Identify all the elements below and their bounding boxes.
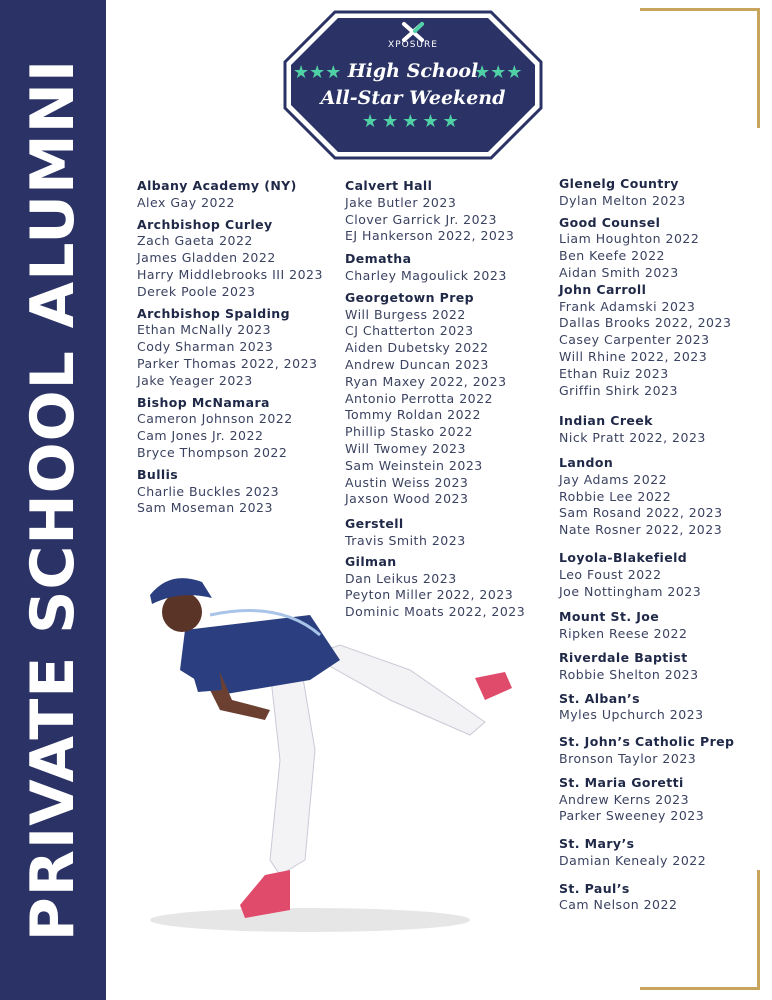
- school-name: Riverdale Baptist: [559, 649, 688, 665]
- player-entry: Liam Houghton 2022: [559, 231, 700, 247]
- player-entry: Dan Leikus 2023: [345, 570, 457, 586]
- player-entry: Sam Rosand 2022, 2023: [559, 505, 723, 521]
- player-entry: Robbie Shelton 2023: [559, 666, 699, 682]
- player-entry: Griffin Shirk 2023: [559, 382, 678, 398]
- player-entry: Will Rhine 2022, 2023: [559, 348, 708, 364]
- player-entry: Ryan Maxey 2022, 2023: [345, 373, 507, 389]
- school-name: Bishop McNamara: [137, 394, 270, 410]
- player-entry: EJ Hankerson 2022, 2023: [345, 228, 515, 244]
- player-entry: Ripken Reese 2022: [559, 626, 688, 642]
- gold-frame-bottom: [640, 987, 760, 990]
- school-name: Georgetown Prep: [345, 289, 475, 305]
- player-entry: Jake Butler 2023: [345, 194, 457, 210]
- school-name: Albany Academy (NY): [137, 178, 297, 193]
- school-name: Archbishop Curley: [137, 216, 273, 232]
- school-name: Dematha: [345, 251, 412, 267]
- player-entry: Tommy Roldan 2022: [345, 407, 481, 423]
- player-entry: Clover Garrick Jr. 2023: [345, 211, 497, 227]
- player-entry: Dominic Moats 2022, 2023: [345, 604, 526, 620]
- school-name: Calvert Hall: [345, 178, 433, 193]
- player-entry: Cam Nelson 2022: [559, 897, 678, 913]
- player-entry: CJ Chatterton 2023: [345, 323, 474, 339]
- school-name: Mount St. Joe: [559, 609, 660, 625]
- school-name: St. Mary’s: [559, 836, 635, 852]
- school-name: Bullis: [137, 466, 179, 482]
- player-entry: Charlie Buckles 2023: [137, 483, 280, 499]
- player-entry: Will Twomey 2023: [345, 440, 466, 456]
- gold-frame-right-top: [757, 8, 760, 128]
- player-entry: Austin Weiss 2023: [345, 474, 469, 490]
- badge-line-2: All-Star Weekend: [320, 87, 506, 109]
- player-entry: Robbie Lee 2022: [559, 488, 672, 504]
- player-entry: Dallas Brooks 2022, 2023: [559, 315, 732, 331]
- player-entry: Derek Poole 2023: [137, 283, 256, 299]
- stars-bottom-icon: ★★★★★: [362, 111, 463, 132]
- player-entry: Peyton Miller 2022, 2023: [345, 587, 514, 603]
- player-entry: Bryce Thompson 2022: [137, 444, 288, 460]
- player-entry: Andrew Duncan 2023: [345, 356, 489, 372]
- player-entry: Cameron Johnson 2022: [137, 411, 293, 427]
- player-entry: Alex Gay 2022: [137, 194, 235, 210]
- player-entry: Sam Weinstein 2023: [345, 457, 483, 473]
- player-entry: Parker Thomas 2022, 2023: [137, 355, 318, 371]
- player-entry: Aiden Dubetsky 2022: [345, 340, 489, 356]
- school-name: St. John’s Catholic Prep: [559, 734, 735, 750]
- player-entry: Harry Middlebrooks III 2023: [137, 266, 323, 282]
- school-name: Archbishop Spalding: [137, 305, 290, 321]
- player-entry: Phillip Stasko 2022: [345, 424, 473, 440]
- player-entry: Casey Carpenter 2023: [559, 332, 710, 348]
- player-entry: Sam Moseman 2023: [137, 500, 273, 516]
- player-entry: Charley Magoulick 2023: [345, 267, 507, 283]
- player-entry: Jaxson Wood 2023: [345, 491, 469, 507]
- player-entry: Jay Adams 2022: [559, 471, 668, 487]
- stars-left-icon: ★★★: [293, 62, 342, 83]
- player-entry: Damian Kenealy 2022: [559, 852, 707, 868]
- school-name: St. Maria Goretti: [559, 774, 684, 790]
- stars-right-icon: ★★★: [474, 62, 523, 83]
- player-entry: Jake Yeager 2023: [137, 372, 253, 388]
- player-entry: Joe Nottingham 2023: [559, 583, 702, 599]
- player-entry: Leo Foust 2022: [559, 566, 662, 582]
- player-entry: Cody Sharman 2023: [137, 339, 274, 355]
- school-name: St. Paul’s: [559, 880, 630, 896]
- school-name: Indian Creek: [559, 413, 653, 429]
- gold-frame-right-bottom: [757, 870, 760, 990]
- player-entry: Frank Adamski 2023: [559, 298, 696, 314]
- player-entry: Will Burgess 2022: [345, 306, 466, 322]
- gold-frame-top: [640, 8, 760, 11]
- player-entry: Zach Gaeta 2022: [137, 233, 253, 249]
- player-entry: Bronson Taylor 2023: [559, 750, 697, 766]
- player-entry: Nick Pratt 2022, 2023: [559, 430, 706, 446]
- school-name: John Carroll: [559, 281, 647, 297]
- player-entry: Ben Keefe 2022: [559, 248, 665, 264]
- school-name: Good Counsel: [559, 214, 661, 230]
- badge-line-1: High School: [347, 60, 479, 82]
- school-name: Loyola-Blakefield: [559, 549, 688, 565]
- player-entry: Andrew Kerns 2023: [559, 791, 690, 807]
- player-entry: Travis Smith 2023: [345, 532, 466, 548]
- page-title: PRIVATE SCHOOL ALUMNI: [18, 58, 88, 942]
- player-entry: Parker Sweeney 2023: [559, 808, 705, 824]
- event-badge: [283, 10, 543, 160]
- player-entry: Ethan Ruiz 2023: [559, 365, 669, 381]
- school-name: Gilman: [345, 553, 397, 569]
- player-entry: Cam Jones Jr. 2022: [137, 428, 264, 444]
- brand-name: XPOSURE: [388, 40, 438, 50]
- sidebar-banner: [0, 0, 106, 1000]
- school-name: Gerstell: [345, 516, 404, 532]
- player-entry: Ethan McNally 2023: [137, 322, 272, 338]
- player-entry: Nate Rosner 2022, 2023: [559, 522, 723, 538]
- school-name: Landon: [559, 454, 614, 470]
- player-entry: Aidan Smith 2023: [559, 264, 679, 280]
- school-name: St. Alban’s: [559, 690, 640, 706]
- player-entry: Dylan Melton 2023: [559, 192, 686, 208]
- player-entry: Antonio Perrotta 2022: [345, 390, 493, 406]
- school-name: Glenelg Country: [559, 176, 679, 191]
- player-entry: Myles Upchurch 2023: [559, 707, 704, 723]
- player-entry: James Gladden 2022: [137, 250, 276, 266]
